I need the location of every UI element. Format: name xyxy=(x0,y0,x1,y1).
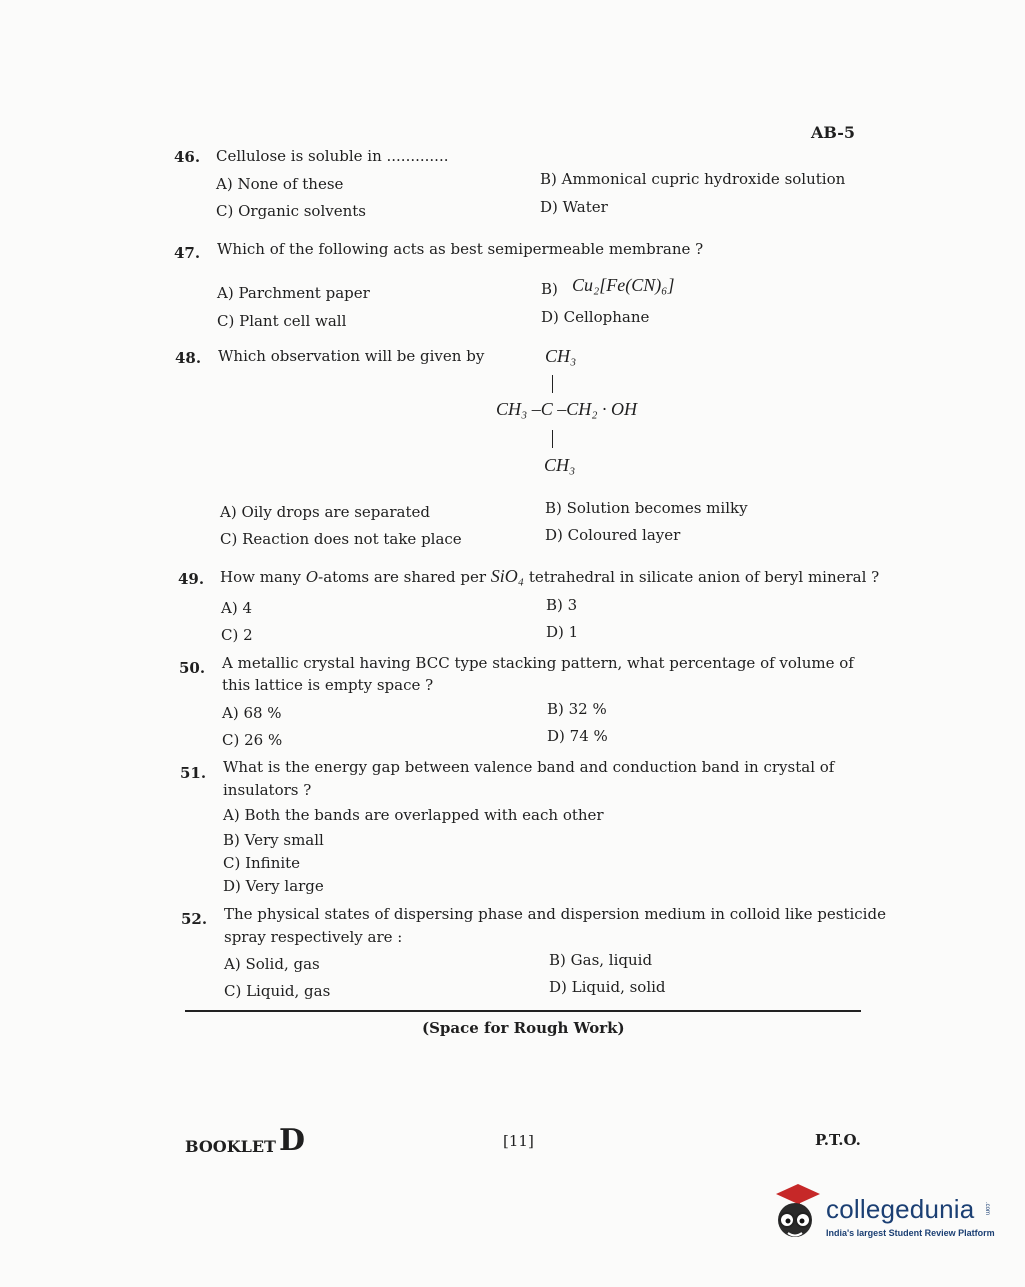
option-a: A) 4 xyxy=(221,599,252,617)
option-c: C) Organic solvents xyxy=(216,202,366,220)
question-number: 47. xyxy=(174,244,201,262)
option-b-formula: Cu₂[Fe(CN)₆] xyxy=(572,275,675,295)
question-text-mid: -atoms are shared per xyxy=(318,568,487,586)
question-number: 48. xyxy=(175,349,202,367)
option-a: A) Oily drops are separated xyxy=(220,503,430,521)
bond-line-top xyxy=(552,375,553,393)
question-text-line1: The physical states of dispersing phase and dispersion medium in colloid like pesticide xyxy=(224,905,886,923)
rough-work-label: (Space for Rough Work) xyxy=(422,1019,625,1037)
option-d: D) Coloured layer xyxy=(545,526,681,544)
formula-bottom-group: CH₃ xyxy=(544,455,576,475)
question-number: 50. xyxy=(179,659,206,677)
option-a: A) Parchment paper xyxy=(217,284,370,302)
option-a: A) Solid, gas xyxy=(224,955,320,973)
collegedunia-logo xyxy=(766,1180,996,1250)
question-text-line1: What is the energy gap between valence band and conduction band in crystal of xyxy=(223,758,835,776)
section-divider xyxy=(185,1010,861,1012)
question-number: 49. xyxy=(178,570,205,588)
option-b: B) Gas, liquid xyxy=(549,951,653,969)
mascot-icon xyxy=(766,1180,824,1250)
formula-top-group: CH₃ xyxy=(545,346,577,366)
question-text: Cellulose is soluble in ............. xyxy=(216,147,449,165)
option-b: B) 3 xyxy=(546,596,578,614)
option-b: B) 32 % xyxy=(547,700,607,718)
question-text-line2: this lattice is empty space ? xyxy=(222,676,434,694)
question-text: Which observation will be given by xyxy=(218,347,485,365)
option-c: C) Plant cell wall xyxy=(217,312,347,330)
formula-main-chain: CH₃ –C –CH₂ · OH xyxy=(496,399,638,419)
option-c: C) 2 xyxy=(221,626,253,644)
pto-label: P.T.O. xyxy=(815,1131,861,1149)
option-a: A) Both the bands are overlapped with each other xyxy=(223,806,604,824)
question-text-post: tetrahedral in silicate anion of beryl mineral ? xyxy=(528,568,880,586)
logo-dotcom: .com xyxy=(984,1202,990,1216)
paper-code: AB-5 xyxy=(811,123,856,142)
booklet-label: BOOKLET xyxy=(185,1137,276,1156)
question-text-line2: insulators ? xyxy=(223,781,312,799)
question-text-line2: spray respectively are : xyxy=(224,928,403,946)
option-d: D) 74 % xyxy=(547,727,608,745)
page-number: [11] xyxy=(503,1132,534,1150)
question-number: 46. xyxy=(174,148,201,166)
question-text-pre: How many xyxy=(220,568,302,586)
option-d: D) 1 xyxy=(546,623,579,641)
option-a: A) 68 % xyxy=(222,704,282,722)
option-d: D) Very large xyxy=(223,877,324,895)
option-b: B) Solution becomes milky xyxy=(545,499,748,517)
option-d: D) Cellophane xyxy=(541,308,650,326)
option-a: A) None of these xyxy=(216,175,344,193)
option-d: D) Water xyxy=(540,198,608,216)
question-text: Which of the following acts as best semipermeable membrane ? xyxy=(217,240,704,258)
option-b: B) Very small xyxy=(223,831,324,849)
option-b: B) Ammonical cupric hydroxide solution xyxy=(540,170,846,188)
option-b-label: B) xyxy=(541,280,558,298)
option-d: D) Liquid, solid xyxy=(549,978,666,996)
question-number: 52. xyxy=(181,910,208,928)
option-c: C) Reaction does not take place xyxy=(220,530,462,548)
question-number: 51. xyxy=(180,764,207,782)
question-text-formula: SiO₄ xyxy=(490,566,525,586)
option-c: C) Infinite xyxy=(223,854,301,872)
logo-wordmark: collegedunia xyxy=(826,1194,975,1224)
question-text xyxy=(220,566,879,587)
booklet-letter: D xyxy=(279,1123,306,1158)
option-c: C) 26 % xyxy=(222,731,283,749)
question-text-atom: O xyxy=(305,568,319,586)
question-text-line1: A metallic crystal having BCC type stacking pattern, what percentage of volume of xyxy=(222,654,854,672)
bond-line-bottom xyxy=(552,430,553,448)
logo-tagline: India's largest Student Review Platform xyxy=(826,1228,995,1238)
option-c: C) Liquid, gas xyxy=(224,982,331,1000)
